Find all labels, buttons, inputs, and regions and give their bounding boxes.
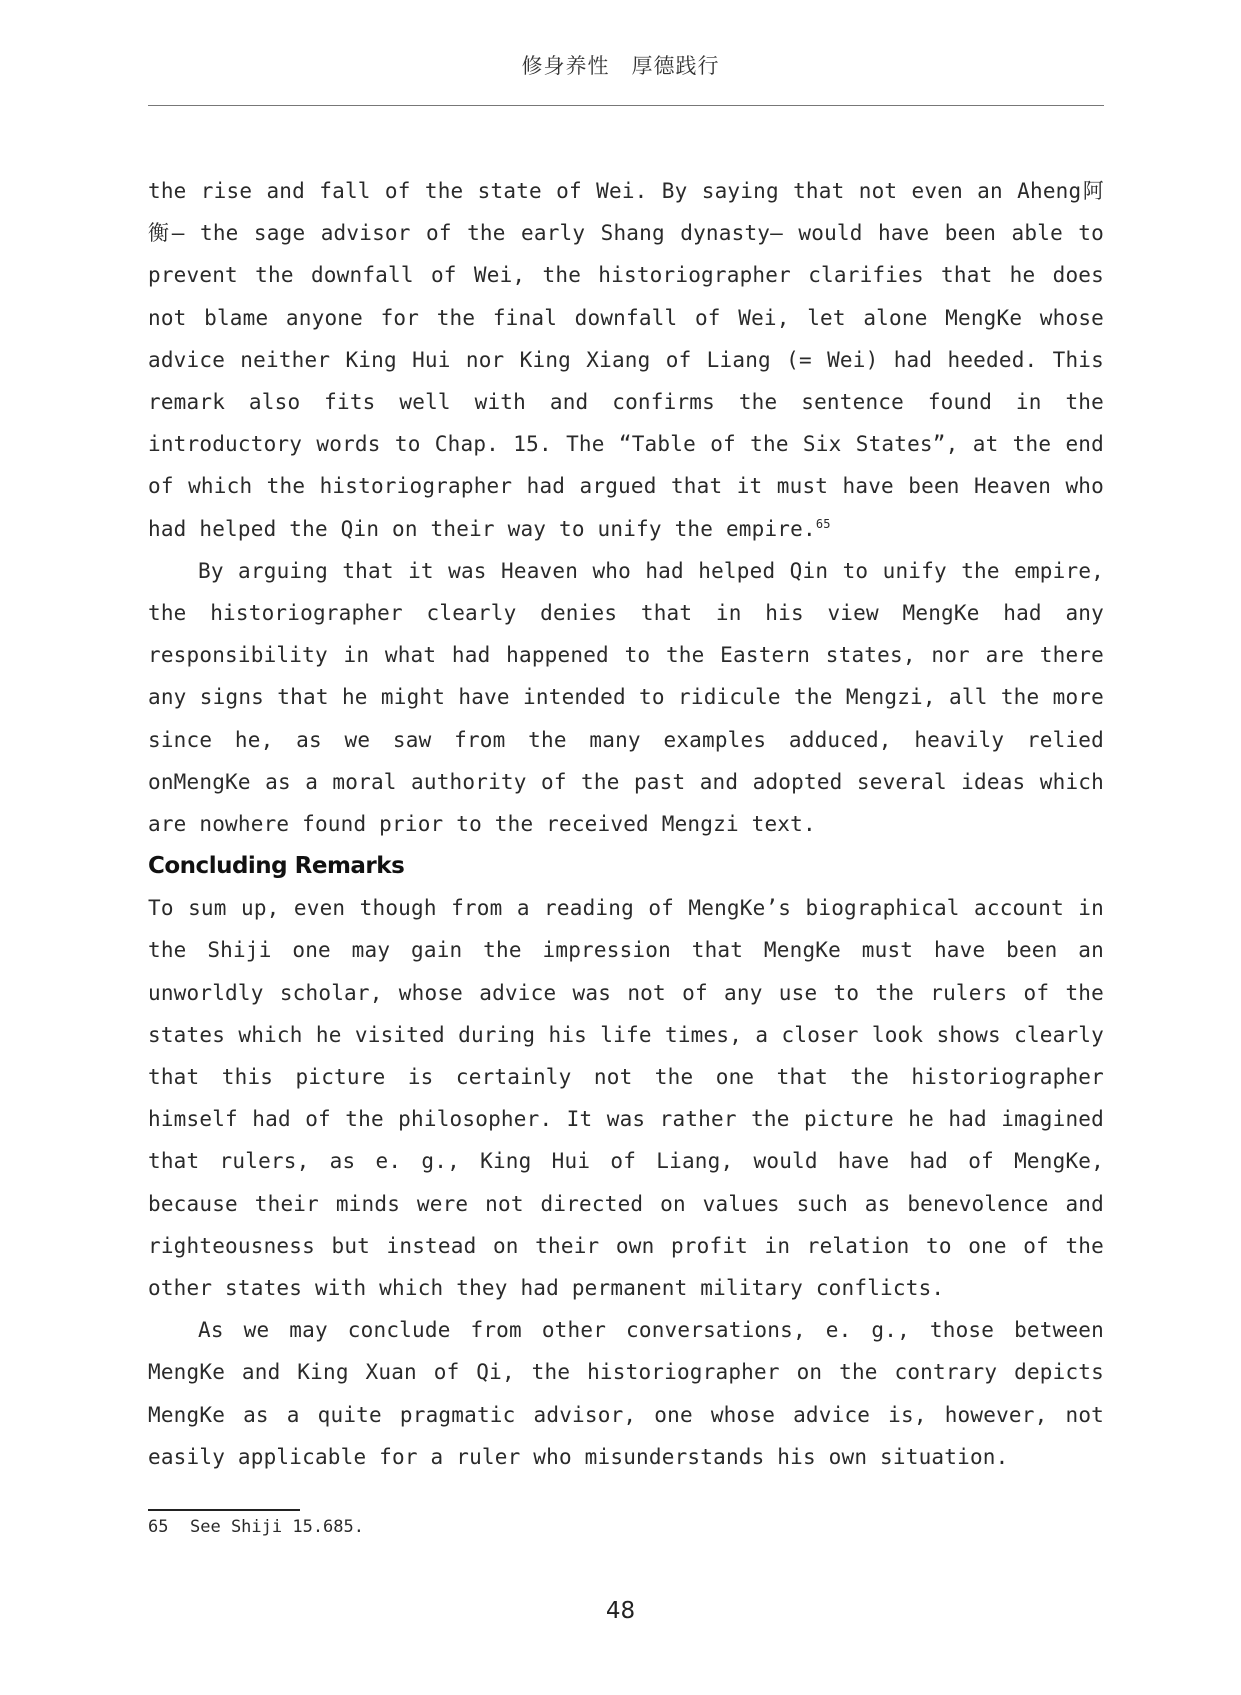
footnote-text: See Shiji 15.685. bbox=[190, 1517, 364, 1537]
paragraph-2: By arguing that it was Heaven who had helped Qin to unify the empire, the historiographer clearly denies that in his view MengKe had any responsibility in what had happened to the Eastern states, nor are there any signs that he might have intended to ridicule the Mengzi, all the more since he, as we saw from the many examples adduced, heavily relied onMengKe as a moral authority of the past and adopted several ideas which are nowhere found prior to the received Mengzi text. bbox=[148, 558, 1104, 837]
footnote bbox=[148, 1513, 1104, 1541]
paragraph-3: To sum up, even though from a reading of MengKe’s biographical account in the Shiji one may gain the impression that MengKe must have been an unworldly scholar, whose advice was not of any use to the rulers of the states which he visited during his life times, a closer look shows clearly that this picture is certainly not the one that the historiographer himself had of the philosopher. It was rather the picture he had imagined that rulers, as e. g., King Hui of Liang, would have had of MengKe, because their minds were not directed on values such as benevolence and righteousness but instead on their own profit in relation to one of the other states with which they had permanent military conflicts. bbox=[148, 896, 1104, 1301]
header-rule bbox=[148, 105, 1104, 106]
running-header: 修身养性 厚德践行 bbox=[521, 54, 720, 78]
footnote-number: 65 bbox=[148, 1517, 169, 1537]
paragraph-1 bbox=[148, 170, 1104, 550]
paragraph-1-text: the rise and fall of the state of Wei. By saying that not even an Aheng阿衡– the sage advisor of the early Shang dynasty– would have been able to prevent the downfall of Wei, the historiographer clarifies that he does not blame anyone for the final downfall of Wei, let alone MengKe whose advice neither King Hui nor King Xiang of Liang (= Wei) had heeded. This remark also fits well with and confirms the sentence found in the introductory words to Chap. 15. The “Table of the Six States”, at the end of which the historiographer had argued that it must have been Heaven who had helped the Qin on their way to unify the empire. bbox=[148, 179, 1104, 541]
footnote-reference[interactable]: 65 bbox=[815, 516, 831, 531]
section-heading: Concluding Remarks bbox=[148, 853, 405, 880]
footnote-rule bbox=[148, 1509, 300, 1511]
page-content bbox=[148, 170, 1104, 1478]
page-number: 48 bbox=[605, 1598, 636, 1624]
paragraph-4: As we may conclude from other conversations, e. g., those between MengKe and King Xuan of Qi, the historiographer on the contrary depicts MengKe as a quite pragmatic advisor, one whose advice is, however, not easily applicable for a ruler who misunderstands his own situation. bbox=[148, 1318, 1104, 1469]
